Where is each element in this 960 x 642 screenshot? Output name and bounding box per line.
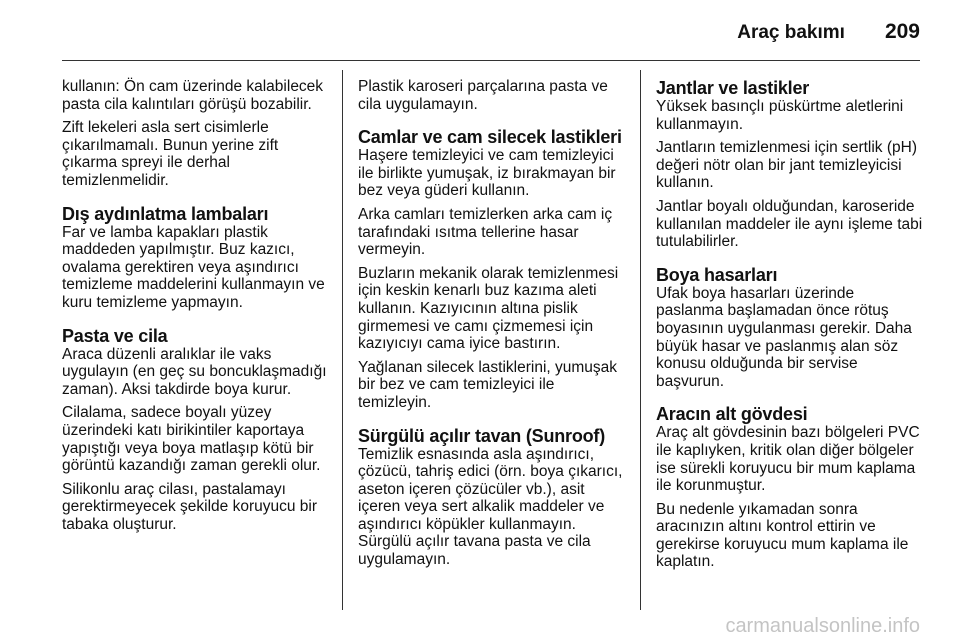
paragraph: Araç alt gövdesinin bazı bölgeleri PVC ile kaplıyken, kritik olan diğer bölgeler ise sürekli koruyucu bir mum kaplama ile korunmuştur.	[656, 424, 920, 495]
column-3	[656, 78, 924, 577]
paragraph: Jantlar boyalı olduğundan, karoseride kullanılan maddeler ile aynı işleme tabi tutulabilirler.	[656, 197, 923, 251]
paragraph: Arka camları temizlerken arka cam iç tarafındaki ısıtma tellerine hasar vermeyin.	[358, 205, 613, 259]
paragraph: Plastik karoseri parçalarına pasta ve cila uygulamayın.	[358, 78, 608, 113]
paragraph: Buzların mekanik olarak temizlenmesi için keskin kenarlı buz kazıma aleti kullanın. Kazıyıcının altına pislik girmemesi ve camı çizmemesi için kazıyıcıyı cama iyice bastırın.	[358, 264, 619, 353]
paragraph: Silikonlu araç cilası, pastalamayı gerektirmeyecek şekilde koruyucu bir tabaka oluşturur.	[62, 480, 317, 533]
section-heading: Pasta ve cila	[62, 325, 168, 346]
paragraph: Araca düzenli aralıklar ile vaks uygulayın (en geç su boncuklaşmadığı zaman). Aksi takdirde boya kurur.	[62, 345, 327, 398]
section-heading: Sürgülü açılır tavan (Sunroof)	[358, 425, 606, 446]
column-2	[358, 78, 626, 575]
section-heading: Dış aydınlatma lambaları	[62, 203, 269, 224]
column-divider	[342, 70, 343, 610]
section-title: Araç bakımı	[737, 22, 845, 43]
paragraph: Yağlanan silecek lastiklerini, yumuşak bir bez ve cam temizleyici ile temizleyin.	[358, 358, 618, 411]
column-1	[62, 78, 330, 539]
paragraph: kullanın: Ön cam üzerinde kalabilecek pasta cila kalıntıları görüşü bozabilir.	[62, 78, 324, 113]
paragraph: Jantların temizlenmesi için sertlik (pH) değeri nötr olan bir jant temizleyicisi kullanın.	[656, 139, 917, 192]
paragraph: Bu nedenle yıkamadan sonra aracınızın altını kontrol ettirin ve gerekirse koruyucu mum kaplama ile kaplatın.	[656, 500, 909, 571]
paragraph: Cilalama, sadece boyalı yüzey üzerindeki katı birikintiler kaportaya yapıştığı veya boya matlaşıp kötü bir görüntü kazandığı zaman gerekli olur.	[62, 404, 321, 475]
paragraph: Yüksek basınçlı püskürtme aletlerini kullanmayın.	[656, 98, 904, 133]
page-header	[737, 20, 920, 44]
page-number: 209	[884, 20, 920, 43]
column-divider	[640, 70, 641, 610]
paragraph: Ufak boya hasarları üzerinde paslanma başlamadan önce rötuş boyasının uygulanması gerekir. Daha büyük hasar ve paslanmış alan söz konusu olduğunda bir servise başvurun.	[656, 284, 912, 390]
section-heading: Boya hasarları	[656, 264, 778, 285]
paragraph: Zift lekeleri asla sert cisimlerle çıkarılmamalı. Bunun yerine zift çıkarma spreyi ile derhal temizlenmelidir.	[62, 119, 279, 189]
paragraph: Temizlik esnasında asla aşındırıcı, çözücü, tahriş edici (örn. boya çıkarıcı, aseton içeren çözücüler vb.), asit içeren veya sert alkalik maddeler ve aşındırıcı köpükler kullanmayın. Sürgülü açılır tavana pasta ve cila uygulamayın.	[358, 445, 623, 569]
section-heading: Aracın alt gövdesi	[656, 404, 808, 425]
header-rule	[62, 60, 920, 61]
paragraph: Far ve lamba kapakları plastik maddeden yapılmıştır. Buz kazıcı, ovalama gerektiren veya aşındırıcı temizleme maddelerini kullanmayın ve kuru temizleme yapmayın.	[62, 223, 325, 311]
paragraph: Haşere temizleyici ve cam temizleyici ile birlikte yumuşak, iz bırakmayan bir bez veya güderi kullanın.	[358, 147, 616, 200]
section-heading: Camlar ve cam silecek lastikleri	[358, 127, 622, 148]
watermark: carmanualsonline.info	[725, 615, 920, 637]
section-heading: Jantlar ve lastikler	[656, 78, 810, 98]
